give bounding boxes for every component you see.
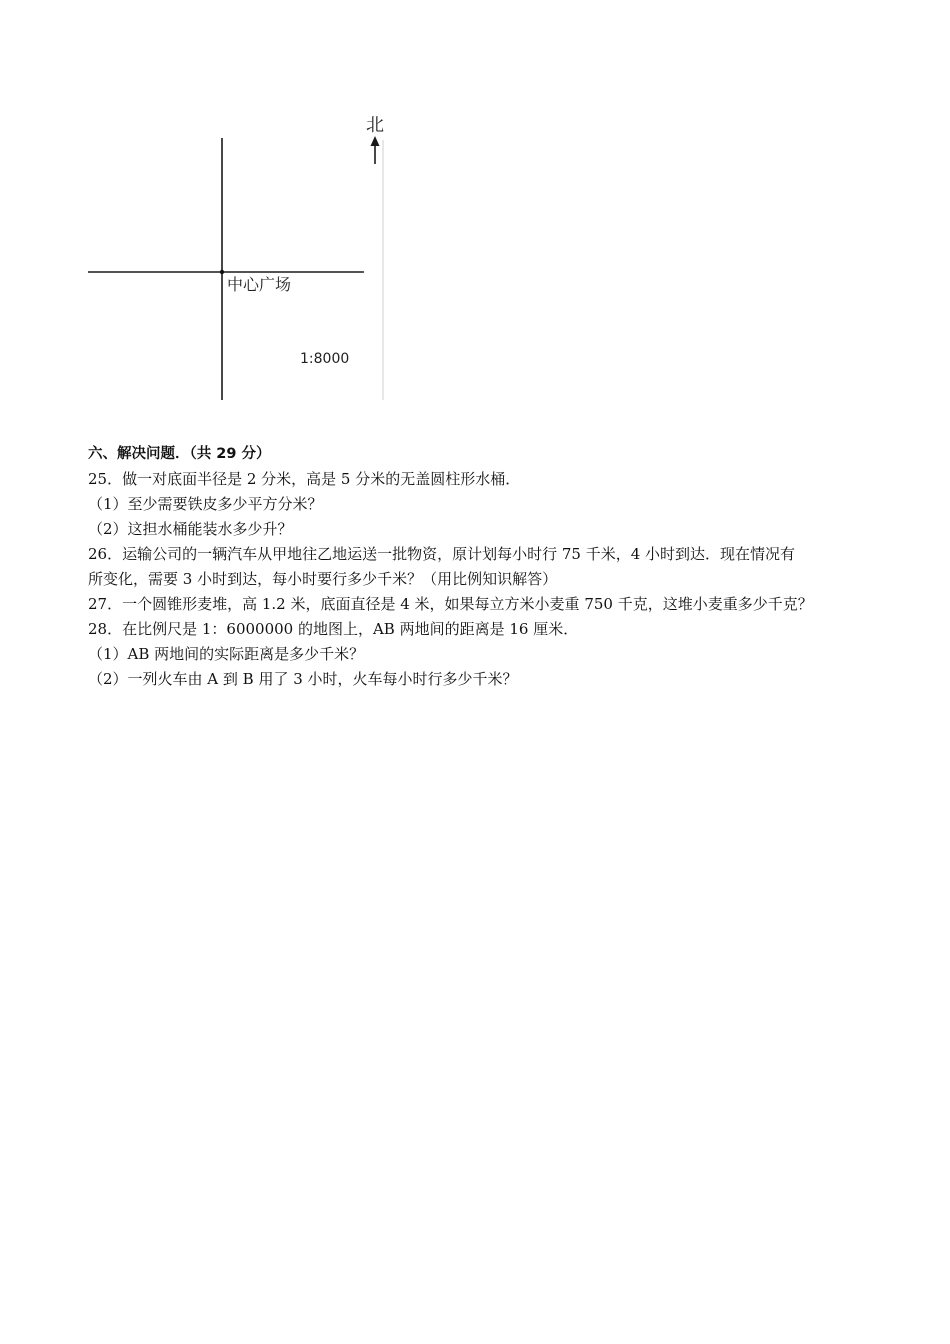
problem-26-line-1: 26．运输公司的一辆汽车从甲地往乙地运送一批物资，原计划每小时行 75 千米，4 小时到达．现在情况有: [88, 545, 796, 563]
problem-27: 27．一个圆锥形麦堆，高 1.2 米，底面直径是 4 米，如果每立方米小麦重 750 千克，这堆小麦重多少千克？: [88, 595, 813, 613]
problem-28-stem: 28．在比例尺是 1：6000000 的地图上，AB 两地间的距离是 16 厘米．: [88, 620, 579, 638]
problem-25-part-2: （2）这担水桶能装水多少升？: [88, 520, 293, 538]
problem-25-part-1: （1）至少需要铁皮多少平方分米？: [88, 495, 323, 513]
north-arrow-icon: [371, 136, 380, 146]
problem-26-line-2: 所变化，需要 3 小时到达，每小时要行多少千米？（用比例知识解答）: [88, 570, 558, 588]
problem-28-part-1: （1）AB 两地间的实际距离是多少千米？: [88, 645, 365, 663]
center-plaza-label: 中心广场: [227, 275, 292, 294]
scale-label: 1:8000: [300, 351, 350, 367]
map-diagram: [86, 110, 386, 405]
north-label: 北: [366, 115, 384, 136]
problem-28-part-2: （2）一列火车由 A 到 B 用了 3 小时，火车每小时行多少千米？: [88, 670, 518, 688]
map-figure: [86, 110, 386, 405]
problem-25-stem: 25．做一对底面半径是 2 分米，高是 5 分米的无盖圆柱形水桶．: [88, 470, 521, 488]
center-point: [220, 270, 224, 274]
section-heading: 六、解决问题．（共 29 分）: [88, 446, 271, 462]
problem-section: [88, 442, 868, 692]
